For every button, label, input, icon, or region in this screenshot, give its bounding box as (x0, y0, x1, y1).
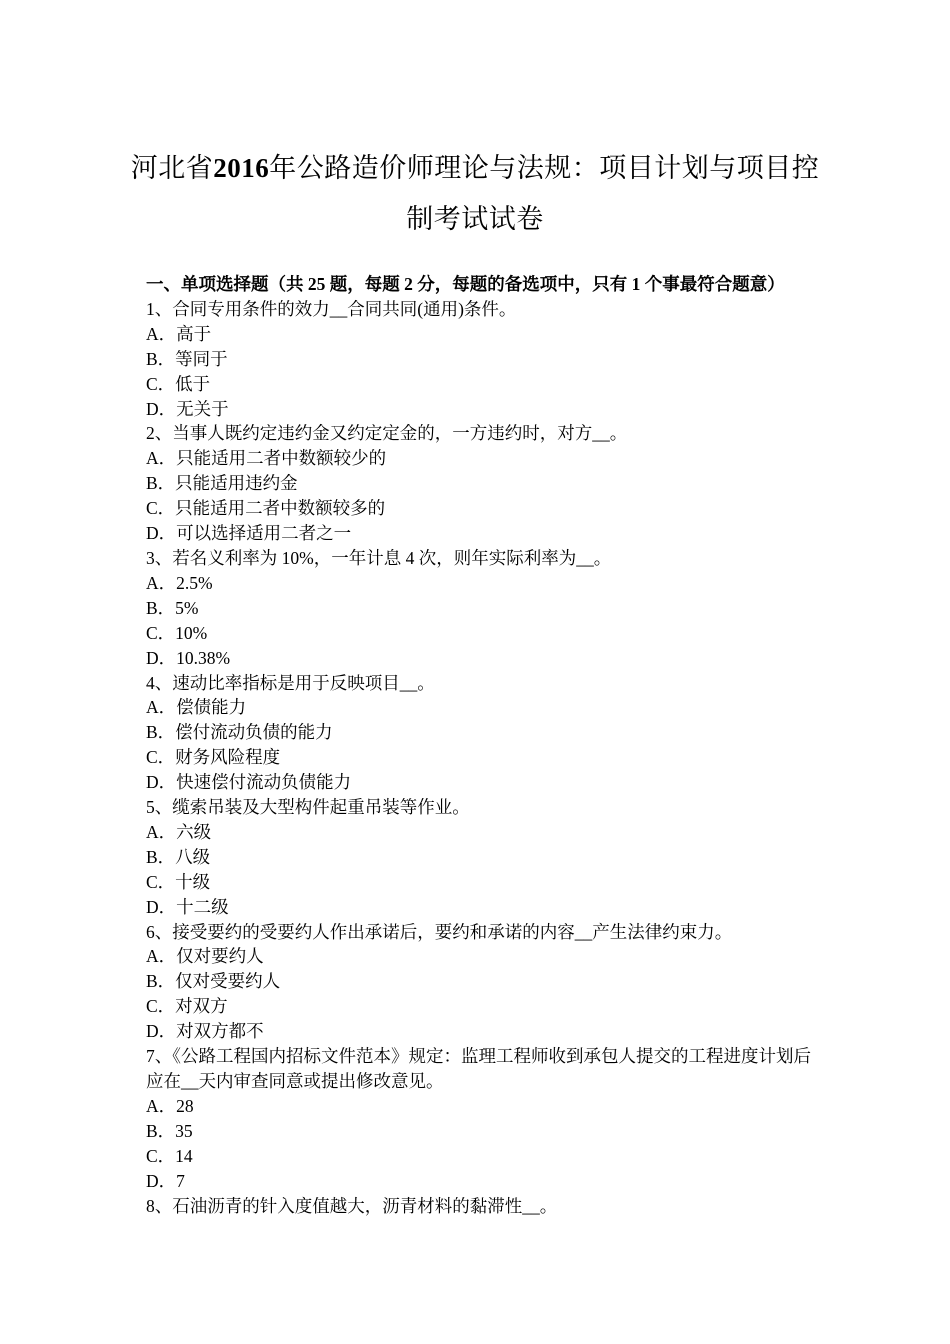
answer-option: C．财务风险程度 (146, 747, 281, 768)
answer-option: A．2.5% (146, 572, 213, 593)
answer-option: B．等同于 (146, 348, 228, 369)
answer-option: D．10.38% (146, 647, 231, 668)
question-block (146, 671, 816, 796)
answer-option: D．十二级 (146, 896, 229, 917)
question-stem: 4、速动比率指标是用于反映项目__。 (146, 672, 435, 693)
question-stem: 3、若名义利率为 10%，一年计息 4 次，则年实际利率为__。 (146, 547, 612, 568)
answer-option: A．六级 (146, 821, 212, 842)
answer-option: C．14 (146, 1145, 193, 1166)
section-heading: 一、单项选择题（共 25 题，每题 2 分，每题的备选项中，只有 1 个事最符合题意） (146, 274, 785, 294)
answer-option: D．对双方都不 (146, 1021, 264, 1042)
question-block (146, 297, 816, 422)
answer-option: B．5% (146, 597, 199, 618)
answer-option: A．仅对要约人 (146, 946, 264, 967)
page-title-line-2: 制考试试卷 (406, 204, 544, 234)
answer-option: A．高于 (146, 323, 212, 344)
answer-option: A．偿债能力 (146, 697, 247, 718)
question-block (146, 546, 816, 671)
answer-option: B．八级 (146, 846, 211, 867)
question-stem: 6、接受要约的受要约人作出承诺后，要约和承诺的内容__产生法律约束力。 (146, 921, 733, 942)
title-year: 2016 (213, 153, 270, 183)
title-suffix: 年公路造价师理论与法规：项目计划与项目控 (269, 153, 820, 183)
question-block (146, 795, 816, 920)
answer-option: D．可以选择适用二者之一 (146, 523, 352, 544)
answer-option: A．只能适用二者中数额较少的 (146, 448, 387, 469)
page-title-line-1 (110, 150, 840, 186)
answer-option: B．35 (146, 1120, 193, 1141)
question-block (146, 1044, 816, 1193)
answer-option: D．快速偿付流动负债能力 (146, 772, 352, 793)
answer-option: B．偿付流动负债的能力 (146, 722, 333, 743)
question-stem: 1、合同专用条件的效力__合同共同(通用)条件。 (146, 298, 517, 319)
question-block (146, 920, 816, 1045)
answer-option: C．十级 (146, 871, 211, 892)
answer-option: A．28 (146, 1095, 194, 1116)
question-block (146, 421, 816, 546)
answer-option: B．仅对受要约人 (146, 971, 281, 992)
answer-option: D．无关于 (146, 398, 229, 419)
question-stem: 7、《公路工程国内招标文件范本》规定：监理工程师收到承包人提交的工程进度计划后应在__天内审查同意或提出修改意见。 (146, 1046, 811, 1091)
question-stem: 8、石油沥青的针入度值越大，沥青材料的黏滞性__。 (146, 1195, 558, 1216)
answer-option: C．低于 (146, 373, 211, 394)
question-stem: 2、当事人既约定违约金又约定定金的，一方违约时，对方__。 (146, 423, 628, 444)
exam-content (146, 272, 816, 1218)
answer-option: D．7 (146, 1170, 185, 1191)
title-prefix: 河北省 (130, 153, 214, 183)
question-stem: 5、缆索吊装及大型构件起重吊装等作业。 (146, 797, 470, 818)
answer-option: C．只能适用二者中数额较多的 (146, 498, 386, 519)
question-list (146, 297, 816, 1219)
answer-option: C．10% (146, 622, 208, 643)
answer-option: B．只能适用违约金 (146, 473, 298, 494)
answer-option: C．对双方 (146, 996, 228, 1017)
question-block (146, 1194, 816, 1219)
